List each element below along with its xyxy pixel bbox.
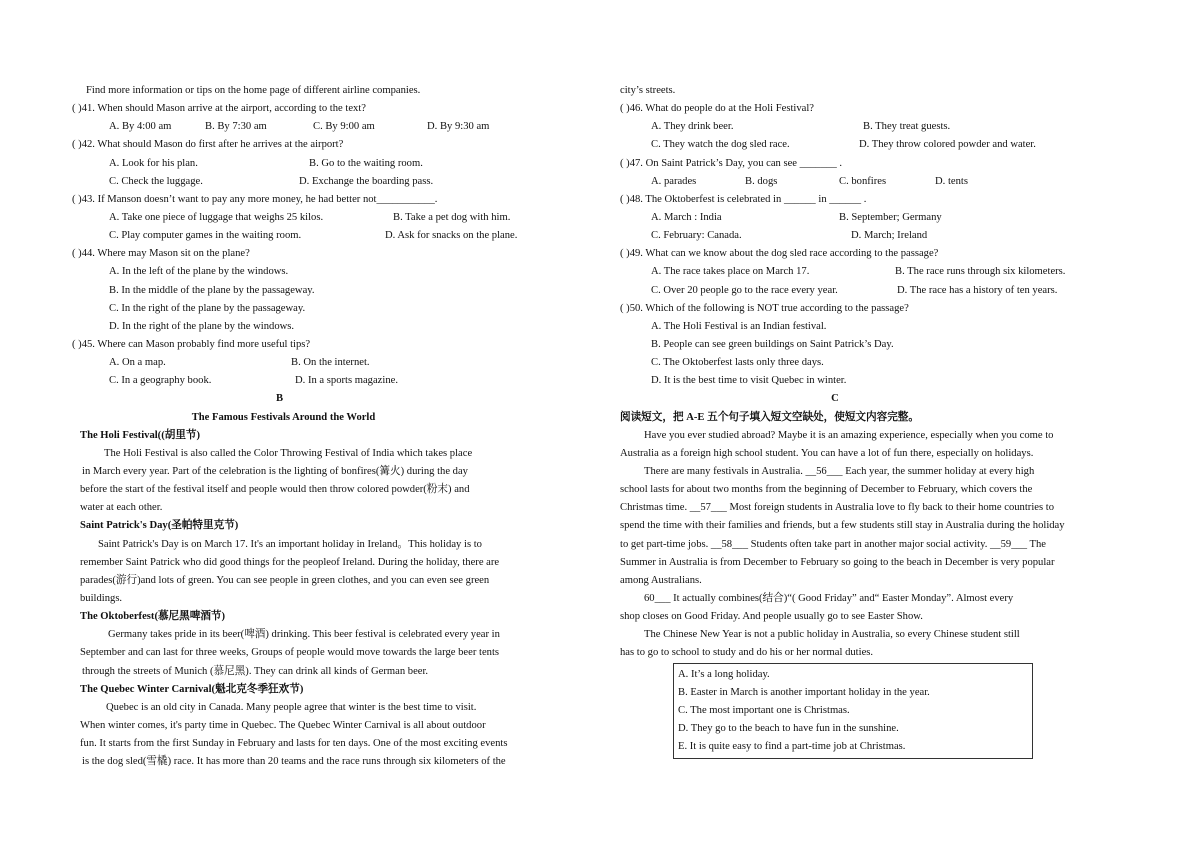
c-para2-line6: Summer in Australia is from December to February so going to the beach in December is very popular bbox=[620, 556, 1055, 568]
q42-options-ab bbox=[72, 155, 587, 173]
q47-option-c: C. bonfires bbox=[839, 175, 887, 187]
q42-option-c: C. Check the luggage. bbox=[109, 175, 203, 187]
oktoberfest-line-3: through the streets of Munich (慕尼黑). They can drink all kinds of German beer. bbox=[82, 665, 429, 677]
c-para4-line2: has to go to school to study and do his or her normal duties. bbox=[620, 647, 874, 659]
q44-option-c: C. In the right of the plane by the passageway. bbox=[109, 302, 306, 314]
c-para2-line3: Christmas time. __57___ Most foreign students in Australia love to fly back to their home countries to bbox=[620, 502, 1054, 514]
q45-stem: ( )45. Where can Mason probably find more useful tips? bbox=[72, 338, 311, 350]
patrick-line-1: Saint Patrick's Day is on March 17. It's an important holiday in Ireland。This holiday is to bbox=[98, 538, 482, 550]
c-para2-line7: among Australians. bbox=[620, 574, 702, 586]
q44-option-a: A. In the left of the plane by the windows. bbox=[109, 266, 289, 278]
oktoberfest-heading: The Oktoberfest(慕尼黑啤酒节) bbox=[80, 611, 226, 623]
q46-stem: ( )46. What do people do at the Holi Festival? bbox=[620, 103, 814, 115]
patrick-line-4: buildings. bbox=[80, 592, 123, 604]
quebec-continuation: city’s streets. bbox=[620, 85, 676, 96]
q47-stem: ( )47. On Saint Patrick’s Day, you can see _______ . bbox=[620, 157, 843, 169]
q48-stem: ( )48. The Oktoberfest is celebrated in ______ in ______ . bbox=[620, 193, 867, 205]
q41-option-d: D. By 9:30 am bbox=[427, 121, 490, 133]
patrick-heading: Saint Patrick's Day(圣帕特里克节) bbox=[80, 520, 239, 532]
q44-option-d: D. In the right of the plane by the windows. bbox=[109, 320, 295, 332]
holi-line-2: in March every year. Part of the celebration is the lighting of bonfires(篝火) during the day bbox=[82, 465, 468, 477]
q47-option-b: B. dogs bbox=[745, 175, 778, 187]
c-para1-line2: Australia as a foreign high school student. You can have a lot of fun there, especially on holidays. bbox=[620, 447, 1034, 459]
right-column bbox=[620, 82, 1140, 753]
q48-option-c: C. February: Canada. bbox=[651, 230, 742, 242]
q50-option-c: C. The Oktoberfest lasts only three days. bbox=[651, 357, 824, 369]
options-box bbox=[673, 663, 1033, 760]
q43-option-c: C. Play computer games in the waiting room. bbox=[109, 230, 302, 242]
q50-option-a: A. The Holi Festival is an Indian festival. bbox=[651, 320, 827, 332]
c-para2-line5: to get part-time jobs. __58___ Students often take part in another major social activity. __59___ The bbox=[620, 538, 1047, 550]
q48-option-a: A. March : India bbox=[651, 211, 722, 223]
c-para3-line1: 60___ It actually combines(结合)“( Good Friday” and“ Easter Monday”. Almost every bbox=[644, 592, 1014, 604]
box-option-b: B. Easter in March is another important holiday in the year. bbox=[678, 686, 930, 698]
q50-option-d: D. It is the best time to visit Quebec in winter. bbox=[651, 375, 847, 387]
q48-options-cd bbox=[620, 227, 1140, 245]
quebec-line-2: When winter comes, it's party time in Quebec. The Quebec Winter Carnival is all about outdoor bbox=[80, 719, 486, 731]
q43-option-a: A. Take one piece of luggage that weighs 25 kilos. bbox=[109, 211, 324, 223]
q49-option-a: A. The race takes place on March 17. bbox=[651, 266, 810, 278]
q45-option-d: D. In a sports magazine. bbox=[295, 375, 398, 387]
q48-options-ab bbox=[620, 209, 1140, 227]
q43-stem: ( )43. If Manson doesn’t want to pay any more money, he had better not___________. bbox=[72, 193, 438, 205]
c-para2-line2: school lasts for about two months from the beginning of December to February, which covers the bbox=[620, 484, 1033, 496]
q48-option-b: B. September; Germany bbox=[839, 211, 942, 223]
intro-line: Find more information or tips on the home page of different airline companies. bbox=[86, 85, 421, 96]
holi-line-3: before the start of the festival itself and people would then throw colored powder(粉末) and bbox=[80, 484, 470, 496]
q50-stem: ( )50. Which of the following is NOT true according to the passage? bbox=[620, 302, 909, 314]
box-option-e: E. It is quite easy to find a part-time job at Christmas. bbox=[678, 741, 906, 753]
q42-options-cd bbox=[72, 173, 587, 191]
patrick-line-2: remember Saint Patrick who did good things for the peopleof Ireland. During the holiday, there are bbox=[80, 556, 500, 568]
q44-stem: ( )44. Where may Mason sit on the plane? bbox=[72, 248, 250, 260]
c-para2-line4: spend the time with their families and friends, but a few students still stay in Australia during the holiday bbox=[620, 520, 1065, 532]
box-option-c: C. The most important one is Christmas. bbox=[678, 704, 850, 716]
box-option-a: A. It’s a long holiday. bbox=[678, 668, 770, 680]
q49-stem: ( )49. What can we know about the dog sled race according to the passage? bbox=[620, 248, 939, 260]
holi-heading: The Holi Festival((胡里节) bbox=[80, 429, 201, 441]
q45-option-a: A. On a map. bbox=[109, 357, 166, 369]
q43-option-b: B. Take a pet dog with him. bbox=[393, 211, 511, 223]
patrick-line-3: parades(游行)and lots of green. You can see people in green clothes, and you can even see green bbox=[80, 574, 490, 586]
q43-options-ab bbox=[72, 209, 587, 227]
q41-options bbox=[72, 118, 587, 136]
q46-options-ab bbox=[620, 118, 1140, 136]
c-para2-line1: There are many festivals in Australia. __56___ Each year, the summer holiday at every high bbox=[644, 465, 1035, 477]
q41-stem: ( )41. When should Mason arrive at the airport, according to the text? bbox=[72, 103, 366, 115]
q44-option-b: B. In the middle of the plane by the passageway. bbox=[109, 284, 315, 296]
q46-option-c: C. They watch the dog sled race. bbox=[651, 139, 790, 151]
section-c-instruction: 阅读短文，把 A-E 五个句子填入短文空缺处，使短文内容完整。 bbox=[620, 411, 919, 423]
q45-option-b: B. On the internet. bbox=[291, 357, 370, 369]
q45-options-ab bbox=[72, 354, 587, 372]
left-column bbox=[72, 82, 587, 771]
q46-option-d: D. They throw colored powder and water. bbox=[859, 139, 1036, 151]
passage-b-title: The Famous Festivals Around the World bbox=[191, 411, 376, 423]
c-para1-line1: Have you ever studied abroad? Maybe it is an amazing experience, especially when you come to bbox=[644, 429, 1054, 441]
q42-stem: ( )42. What should Mason do first after he arrives at the airport? bbox=[72, 139, 344, 151]
q49-option-b: B. The race runs through six kilometers. bbox=[895, 266, 1066, 278]
q41-option-c: C. By 9:00 am bbox=[313, 121, 375, 133]
q41-option-b: B. By 7:30 am bbox=[205, 121, 267, 133]
q42-option-d: D. Exchange the boarding pass. bbox=[299, 175, 434, 187]
q47-option-a: A. parades bbox=[651, 175, 697, 187]
q47-option-d: D. tents bbox=[935, 175, 968, 187]
q42-option-b: B. Go to the waiting room. bbox=[309, 157, 423, 169]
section-b-label: B bbox=[275, 393, 284, 405]
q45-option-c: C. In a geography book. bbox=[109, 375, 212, 387]
q43-options-cd bbox=[72, 227, 587, 245]
oktoberfest-line-1: Germany takes pride in its beer(啤酒) drinking. This beer festival is celebrated every year in bbox=[108, 629, 500, 641]
quebec-line-1: Quebec is an old city in Canada. Many people agree that winter is the best time to visit. bbox=[106, 701, 477, 713]
q46-option-b: B. They treat guests. bbox=[863, 121, 951, 133]
q49-option-c: C. Over 20 people go to the race every year. bbox=[651, 284, 838, 296]
c-para4-line1: The Chinese New Year is not a public holiday in Australia, so every Chinese student still bbox=[644, 629, 1020, 641]
holi-line-1: The Holi Festival is also called the Color Throwing Festival of India which takes place bbox=[104, 447, 473, 459]
box-option-d: D. They go to the beach to have fun in the sunshine. bbox=[678, 722, 899, 734]
section-c-label: C bbox=[831, 393, 839, 405]
q49-option-d: D. The race has a history of ten years. bbox=[897, 284, 1058, 296]
q47-options bbox=[620, 173, 1140, 191]
holi-line-4: water at each other. bbox=[80, 502, 163, 514]
q48-option-d: D. March; Ireland bbox=[851, 230, 928, 242]
q50-option-b: B. People can see green buildings on Saint Patrick’s Day. bbox=[651, 338, 894, 350]
q46-option-a: A. They drink beer. bbox=[651, 121, 734, 133]
quebec-line-4: is the dog sled(雪橇) race. It has more than 20 teams and the race runs through six kilometers of the bbox=[82, 756, 506, 768]
q46-options-cd bbox=[620, 136, 1140, 154]
q41-option-a: A. By 4:00 am bbox=[109, 121, 172, 133]
q45-options-cd bbox=[72, 372, 587, 390]
oktoberfest-line-2: September and can last for three weeks, Groups of people would move towards the large beer tents bbox=[80, 647, 500, 659]
quebec-heading: The Quebec Winter Carnival(魁北克冬季狂欢节) bbox=[80, 683, 304, 695]
q42-option-a: A. Look for his plan. bbox=[109, 157, 198, 169]
c-para3-line2: shop closes on Good Friday. And people usually go to see Easter Show. bbox=[620, 611, 923, 623]
q43-option-d: D. Ask for snacks on the plane. bbox=[385, 230, 518, 242]
quebec-line-3: fun. It starts from the first Sunday in February and lasts for ten days. One of the most exciting events bbox=[80, 738, 508, 750]
q49-options-cd bbox=[620, 282, 1140, 300]
q49-options-ab bbox=[620, 263, 1140, 281]
